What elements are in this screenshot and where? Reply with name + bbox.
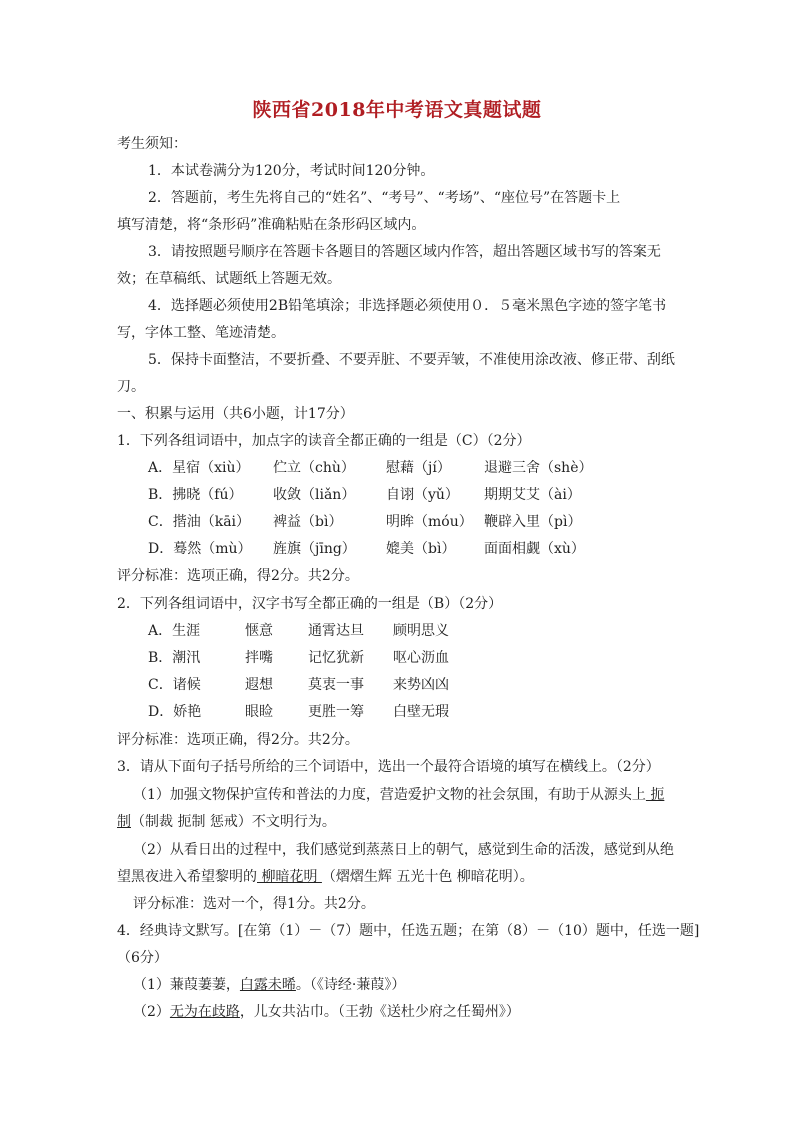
option-cell: C．诸候 (148, 677, 201, 693)
section-heading: 一、积累与运用（共6小题，计17分） (117, 406, 354, 422)
scoring-note: 评分标准：选项正确，得2分。共2分。 (117, 732, 359, 748)
option-row (148, 512, 581, 532)
option-cell: 伫立（chù） (273, 460, 355, 476)
option-cell: 退避三舍（shè） (484, 460, 593, 476)
option-cell: A．生涯 (148, 623, 201, 639)
option-row (148, 675, 449, 695)
option-row (148, 485, 581, 505)
sentence-line (133, 785, 664, 805)
option-cell: 拌嘴 (245, 650, 273, 666)
option-cell: B．潮汛 (148, 650, 201, 666)
option-cell: 更胜一筹 (308, 704, 364, 720)
option-cell: 鞭辟入里（pì） (484, 514, 582, 530)
answer-fill: 扼 (645, 787, 665, 803)
option-cell: 来势凶凶 (393, 677, 449, 693)
option-cell: 裨益（bì） (273, 514, 343, 530)
notice-line: 5．保持卡面整洁，不要折叠、不要弄脏、不要弄皱，不准使用涂改液、修正带、刮纸 (148, 352, 675, 368)
question-stem: 1．下列各组词语中，加点字的读音全都正确的一组是（C）（2分） (117, 433, 531, 449)
option-row (148, 702, 449, 722)
option-cell: 眼睑 (245, 704, 273, 720)
notice-heading: 考生须知： (117, 136, 187, 152)
option-cell: 呕心沥血 (393, 650, 449, 666)
notice-line: 效；在草稿纸、试题纸上答题无效。 (117, 271, 341, 287)
poem-line (133, 1002, 520, 1022)
answer-fill: 白露未晞 (239, 977, 296, 993)
sentence-line (117, 812, 336, 832)
notice-line: 2．答题前，考生先将自己的“姓名”、“考号”、“考场”、“座位号”在答题卡上 (148, 190, 621, 206)
option-cell: 遐想 (245, 677, 273, 693)
option-cell: 惬意 (245, 623, 273, 639)
poem-text: （2） (133, 1004, 170, 1020)
sentence-text: （1）加强文物保护宣传和普法的力度，营造爱护文物的社会氛围，有助于从源头上 (133, 787, 646, 803)
answer-fill: 制 (117, 814, 131, 830)
notice-line: 1．本试卷满分为120分，考试时间120分钟。 (148, 163, 435, 179)
notice-line: 填写清楚，将“条形码”准确粘贴在条形码区域内。 (117, 217, 426, 233)
option-row (148, 648, 449, 668)
option-cell: 明眸（móu） (386, 514, 473, 530)
notice-line: 刀。 (117, 379, 145, 395)
option-cell: 面面相觑（xù） (484, 541, 585, 557)
option-cell: D．蓦然（mù） (148, 541, 252, 557)
option-cell: 期期艾艾（ài） (484, 487, 581, 503)
option-row (148, 458, 593, 478)
notice-line: 写，字体工整、笔迹清楚。 (117, 325, 285, 341)
sentence-text: （制裁 扼制 惩戒）不文明行为。 (131, 814, 336, 830)
sentence-line: （2）从看日出的过程中，我们感觉到蒸蒸日上的朝气，感觉到生命的活泼，感觉到从绝 (133, 842, 674, 858)
question-stem: 3．请从下面句子括号所给的三个词语中，选出一个最符合语境的填写在横线上。（2分） (117, 759, 660, 775)
option-cell: 记忆犹新 (308, 650, 364, 666)
sentence-text: （熠熠生辉 五光十色 柳暗花明）。 (321, 869, 534, 885)
question-stem: （6分） (117, 950, 168, 966)
poem-text: 。（《诗经·蒹葭》） (295, 977, 406, 993)
option-cell: 收敛（liǎn） (273, 487, 356, 503)
option-cell: 顾明思义 (393, 623, 449, 639)
option-cell: 白壁无瑕 (393, 704, 449, 720)
question-stem: 2．下列各组词语中，汉字书写全都正确的一组是（B）（2分） (117, 596, 503, 612)
option-cell: 媲美（bì） (386, 541, 456, 557)
scoring-note: 评分标准：选项正确，得2分。共2分。 (117, 568, 359, 584)
option-cell: 通霄达旦 (308, 623, 364, 639)
notice-line: 4．选择题必须使用2B铅笔填涂；非选择题必须使用０．５毫米黑色字迹的签字笔书 (148, 298, 667, 314)
sentence-text: 望黑夜进入希望黎明的 (117, 869, 257, 885)
sentence-line (117, 867, 534, 887)
option-cell: D．娇艳 (148, 704, 202, 720)
option-cell: 旌旗（jīng） (273, 541, 356, 557)
poem-line (133, 975, 405, 995)
answer-fill: 无为在歧路 (169, 1004, 240, 1020)
poem-text: （1）蒹葭萋萋， (133, 977, 240, 993)
notice-line: 3．请按照题号顺序在答题卡各题目的答题区域内作答，超出答题区域书写的答案无 (148, 244, 661, 260)
question-stem: 4．经典诗文默写。[在第（1）－（7）题中，任选五题；在第（8）－（10）题中，任选一题] (117, 923, 700, 939)
option-cell: 莫衷一事 (308, 677, 364, 693)
answer-fill: 柳暗花明 (257, 869, 322, 885)
option-cell: C．揩油（kāi） (148, 514, 251, 530)
option-cell: A．星宿（xiù） (148, 460, 250, 476)
option-cell: 慰藉（jí） (386, 460, 451, 476)
option-cell: B．拂晓（fú） (148, 487, 243, 503)
option-cell: 自诩（yǔ） (386, 487, 459, 503)
scoring-note: 评分标准：选对一个，得1分。共2分。 (133, 896, 375, 912)
poem-text: ，儿女共沾巾。（王勃《送杜少府之任蜀州》） (239, 1004, 520, 1020)
option-row (148, 539, 585, 559)
option-row (148, 621, 449, 641)
page-title: 陕西省2018年中考语文真题试题 (252, 99, 542, 121)
